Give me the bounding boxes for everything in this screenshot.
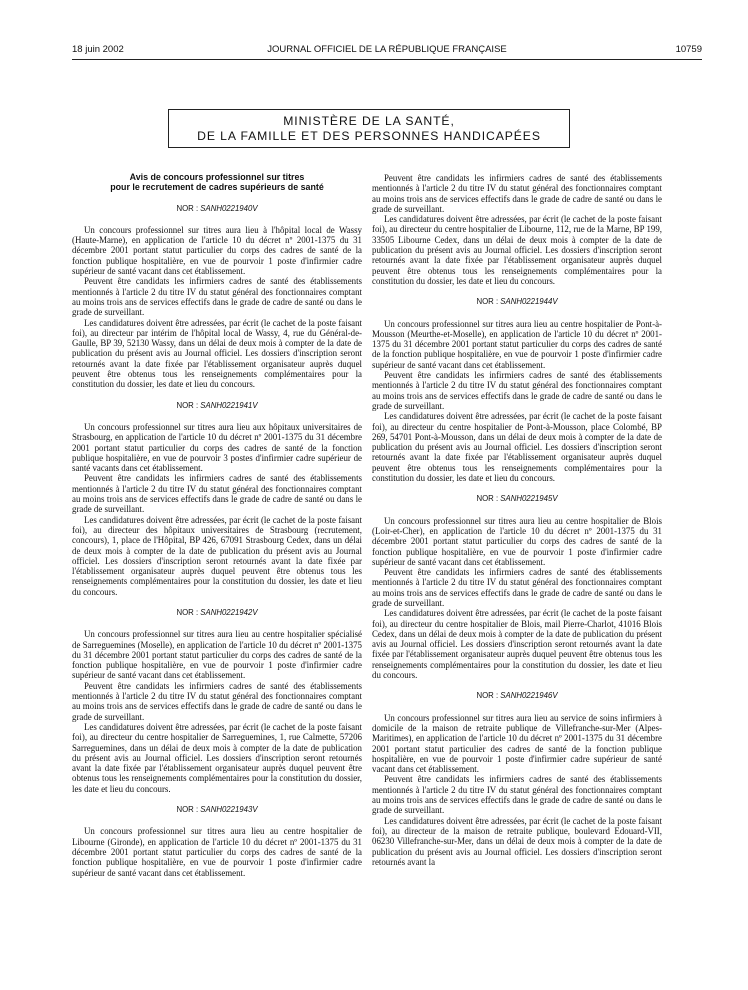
nor-code: SANH0221941V bbox=[200, 400, 258, 410]
notice-block bbox=[72, 608, 362, 794]
nor-prefix: NOR : bbox=[176, 400, 201, 410]
ministry-box bbox=[168, 109, 570, 148]
header-rule bbox=[72, 59, 702, 60]
notice-paragraph: Les candidatures doivent être adressées, par écrit (le cachet de la poste faisant foi), au directeur de la maison de retraite publique, boulevard Edouard-VII, 06230 Villefranche-sur-Mer, dans un délai de deux mois à compter de la date de publication du présent avis au Journal officiel. Les dossiers d'inscription seront retournés avant la bbox=[372, 815, 662, 867]
nor-prefix: NOR : bbox=[476, 297, 501, 307]
nor-reference bbox=[72, 805, 362, 815]
notice-paragraph: Un concours professionnel sur titres aura lieu au centre hospitalier de Blois (Loir-et-Cher), en application de l'article 10 du décret nº 2001-1375 du 31 décembre 2001 portant statut particulier du corps des cadres de santé de la fonction publique hospitalière, en vue de pourvoir 1 poste d'infirmier cadre supérieur de santé vacant dans cet établissement. bbox=[372, 515, 662, 567]
notice-paragraph: Les candidatures doivent être adressées, par écrit (le cachet de la poste faisant foi), au directeur du centre hospitalier de Sarreguemines, 1, rue Calmette, 57206 Sarreguemines, dans un délai de deux mois à compter de la date de publication du présent avis au Journal officiel. Les dossiers d'inscription seront retournés avant la date fixée par l'établissement organisateur auprès duquel peuvent être obtenus tous les renseignements complémentaires pour la constitution du dossier, les date et lieu du concours. bbox=[72, 721, 362, 794]
right-column bbox=[372, 173, 662, 867]
nor-code: SANH0221946V bbox=[500, 691, 558, 701]
notice-block bbox=[72, 805, 362, 878]
nor-prefix: NOR : bbox=[476, 494, 501, 504]
ministry-line-2: DE LA FAMILLE ET DES PERSONNES HANDICAPÉES bbox=[197, 129, 541, 143]
notice-paragraph: Un concours professionnel sur titres aura lieu au centre hospitalier de Libourne (Gironde), en application de l'article 10 du décret nº 2001-1375 du 31 décembre 2001 portant statut particulier du corps des cadres de santé de la fonction publique hospitalière, en vue de pourvoir 1 poste d'infirmier cadre supérieur de santé vacant dans cet établissement. bbox=[72, 826, 362, 878]
avis-title-line-1: Avis de concours professionnel sur titres bbox=[129, 172, 305, 182]
notice-paragraph: Un concours professionnel sur titres aura lieu aux hôpitaux universitaires de Strasbourg, en application de l'article 10 du décret nº 2001-1375 du 31 décembre 2001 portant statut particulier du corps des cadres de santé de la fonction publique hospitalière, en vue de pourvoir 3 postes d'infirmier cadre supérieur de santé vacants dans cet établissement. bbox=[72, 421, 362, 474]
avis-title-line-2: pour le recrutement de cadres supérieurs de santé bbox=[110, 182, 324, 193]
notice-paragraph: Les candidatures doivent être adressées, par écrit (le cachet de la poste faisant foi), au directeur par intérim de l'hôpital local de Wassy, 4, rue du Général-de-Gaulle, BP 39, 52130 Wassy, dans un délai de deux mois à compter de la date de publication du présent avis au Journal officiel. Les dossiers d'inscription seront retournés avant la date fixée par l'établissement organisateur auprès duquel peuvent être obtenus tous les renseignements complémentaires pour la constitution du dossier, les date et lieu du concours. bbox=[72, 317, 362, 390]
nor-code: SANH0221945V bbox=[500, 494, 558, 504]
notice-paragraph: Les candidatures doivent être adressées, par écrit (le cachet de la poste faisant foi), au directeur du centre hospitalier de Pont-à-Mousson, place Colombé, BP 269, 54701 Pont-à-Mousson, dans un délai de deux mois à compter de la date de publication du présent avis au Journal officiel. Les dossiers d'inscription seront retournés avant la date fixée par l'établissement organisateur auprès duquel peuvent être obtenus tous les renseignements complémentaires pour la constitution du dossier, les date et lieu du concours. bbox=[372, 411, 662, 484]
notice-block bbox=[372, 173, 662, 286]
notice-block bbox=[72, 401, 362, 597]
nor-reference bbox=[372, 494, 662, 504]
notice-paragraph: Un concours professionnel sur titres aura lieu au centre hospitalier de Pont-à-Mousson (Meurthe-et-Moselle), en application de l'article 10 du décret nº 2001-1375 du 31 décembre 2001 portant statut particulier du corps des cadres de santé de la fonction publique hospitalière, en vue de pourvoir 1 poste d'infirmier cadre supérieur de santé vacant dans cet établissement. bbox=[372, 318, 662, 370]
notice-paragraph: Peuvent être candidats les infirmiers cadres de santé des établissements mentionnés à l'article 2 du titre IV du statut général des fonctionnaires comptant au moins trois ans de services effectifs dans le grade de cadre de santé ou dans le grade de surveillant. bbox=[72, 473, 362, 515]
ministry-line-1: MINISTÈRE DE LA SANTÉ, bbox=[283, 114, 455, 128]
notice-paragraph: Peuvent être candidats les infirmiers cadres de santé des établissements mentionnés à l'article 2 du titre IV du statut général des fonctionnaires comptant au moins trois ans de services effectifs dans le grade de cadre de santé ou dans le grade de surveillant. bbox=[372, 567, 662, 608]
nor-prefix: NOR : bbox=[176, 203, 201, 213]
notice-paragraph: Peuvent être candidats les infirmiers cadres de santé des établissements mentionnés à l'article 2 du titre IV du statut général des fonctionnaires comptant au moins trois ans de services effectifs dans le grade de cadre de santé ou dans le grade de surveillant. bbox=[372, 774, 662, 816]
nor-code: SANH0221943V bbox=[200, 805, 258, 815]
nor-prefix: NOR : bbox=[176, 805, 201, 815]
notice-block bbox=[372, 494, 662, 680]
notice-paragraph: Les candidatures doivent être adressées, par écrit (le cachet de la poste faisant foi), au directeur du centre hospitalier de Blois, mail Pierre-Charlot, 41016 Blois Cedex, dans un délai de deux mois à compter de la date de publication du présent avis au Journal officiel. Les dossiers d'inscription seront retournés avant la date fixée par l'établissement organisateur auprès duquel peuvent être obtenus tous les renseignements complémentaires pour la constitution du dossier, les date et lieu du concours. bbox=[372, 608, 662, 681]
notice-paragraph: Les candidatures doivent être adressées, par écrit (le cachet de la poste faisant foi), au directeur du centre hospitalier de Libourne, 112, rue de la Marne, BP 199, 33505 Libourne Cedex, dans un délai de deux mois à compter de la date de publication du présent avis au Journal officiel. Les dossiers d'inscription seront retournés avant la date fixée par l'établissement organisateur auprès duquel peuvent être obtenus tous les renseignements complémentaires pour la constitution du dossier, les date et lieu du concours. bbox=[372, 214, 662, 286]
nor-prefix: NOR : bbox=[176, 607, 201, 617]
notice-paragraph: Peuvent être candidats les infirmiers cadres de santé des établissements mentionnés à l'article 2 du titre IV du statut général des fonctionnaires comptant au moins trois ans de services effectifs dans le grade de cadre de santé ou dans le grade de surveillant. bbox=[72, 680, 362, 722]
left-column bbox=[72, 172, 362, 878]
running-header bbox=[72, 44, 702, 58]
page-number: 10759 bbox=[675, 44, 702, 55]
nor-prefix: NOR : bbox=[476, 691, 501, 701]
notice-paragraph: Les candidatures doivent être adressées, par écrit (le cachet de la poste faisant foi), au directeur des hôpitaux universitaires de Strasbourg (recrutement, concours), 1, place de l'Hôpital, BP 426, 67091 Strasbourg Cedex, dans un délai de deux mois à compter de la date de publication du présent avis au Journal officiel. Les dossiers d'inscription seront retournés avant la date fixée par l'établissement organisateur auprès duquel peuvent être obtenus tous les renseignements complémentaires pour la constitution du dossier, les date et lieu du concours. bbox=[72, 514, 362, 597]
notice-block bbox=[372, 691, 662, 867]
notice-paragraph: Un concours professionnel sur titres aura lieu au centre hospitalier spécialisé de Sarreguemines (Moselle), en application de l'article 10 du décret nº 2001-1375 du 31 décembre 2001 portant statut particulier du corps des cadres de santé de la fonction publique hospitalière, en vue de pourvoir 1 poste d'infirmier cadre supérieur de santé vacant dans cet établissement. bbox=[72, 629, 362, 681]
nor-reference bbox=[72, 401, 362, 411]
notice-block bbox=[372, 297, 662, 483]
nor-reference bbox=[372, 297, 662, 307]
nor-reference bbox=[72, 204, 362, 214]
issue-date: 18 juin 2002 bbox=[72, 44, 124, 55]
notice-paragraph: Peuvent être candidats les infirmiers cadres de santé des établissements mentionnés à l'article 2 du titre IV du statut général des fonctionnaires comptant au moins trois ans de services effectifs dans le grade de cadre de santé ou dans le grade de surveillant. bbox=[372, 370, 662, 411]
nor-reference bbox=[72, 608, 362, 618]
nor-code: SANH0221942V bbox=[200, 607, 258, 617]
notice-block bbox=[72, 204, 362, 390]
notice-paragraph: Un concours professionnel sur titres aura lieu au service de soins infirmiers à domicile de la maison de retraite publique de Villefranche-sur-Mer (Alpes-Maritimes), en application de l'article 10 du décret nº 2001-1375 du 31 décembre 2001 portant statut particulier des cadres de santé de la fonction publique hospitalière, en vue de pourvoir 1 poste d'infirmier cadre supérieur de santé vacant dans cet établissement. bbox=[372, 712, 662, 775]
notice-paragraph: Peuvent être candidats les infirmiers cadres de santé des établissements mentionnés à l'article 2 du titre IV du statut général des fonctionnaires comptant au moins trois ans de services effectifs dans le grade de cadre de santé ou dans le grade de surveillant. bbox=[372, 173, 662, 214]
notice-paragraph: Peuvent être candidats les infirmiers cadres de santé des établissements mentionnés à l'article 2 du titre IV du statut général des fonctionnaires comptant au moins trois ans de services effectifs dans le grade de cadre de santé ou dans le grade de surveillant. bbox=[72, 276, 362, 318]
nor-code: SANH0221940V bbox=[200, 203, 258, 213]
journal-title: JOURNAL OFFICIEL DE LA RÉPUBLIQUE FRANÇAISE bbox=[267, 44, 507, 55]
notice-paragraph: Un concours professionnel sur titres aura lieu à l'hôpital local de Wassy (Haute-Marne), en application de l'article 10 du décret nº 2001-1375 du 31 décembre 2001 portant statut particulier du corps des cadres de santé de la fonction publique hospitalière, en vue de pourvoir 1 poste d'infirmier cadre supérieur de santé vacant dans cet établissement. bbox=[72, 224, 362, 277]
nor-reference bbox=[372, 691, 662, 701]
nor-code: SANH0221944V bbox=[500, 297, 558, 307]
